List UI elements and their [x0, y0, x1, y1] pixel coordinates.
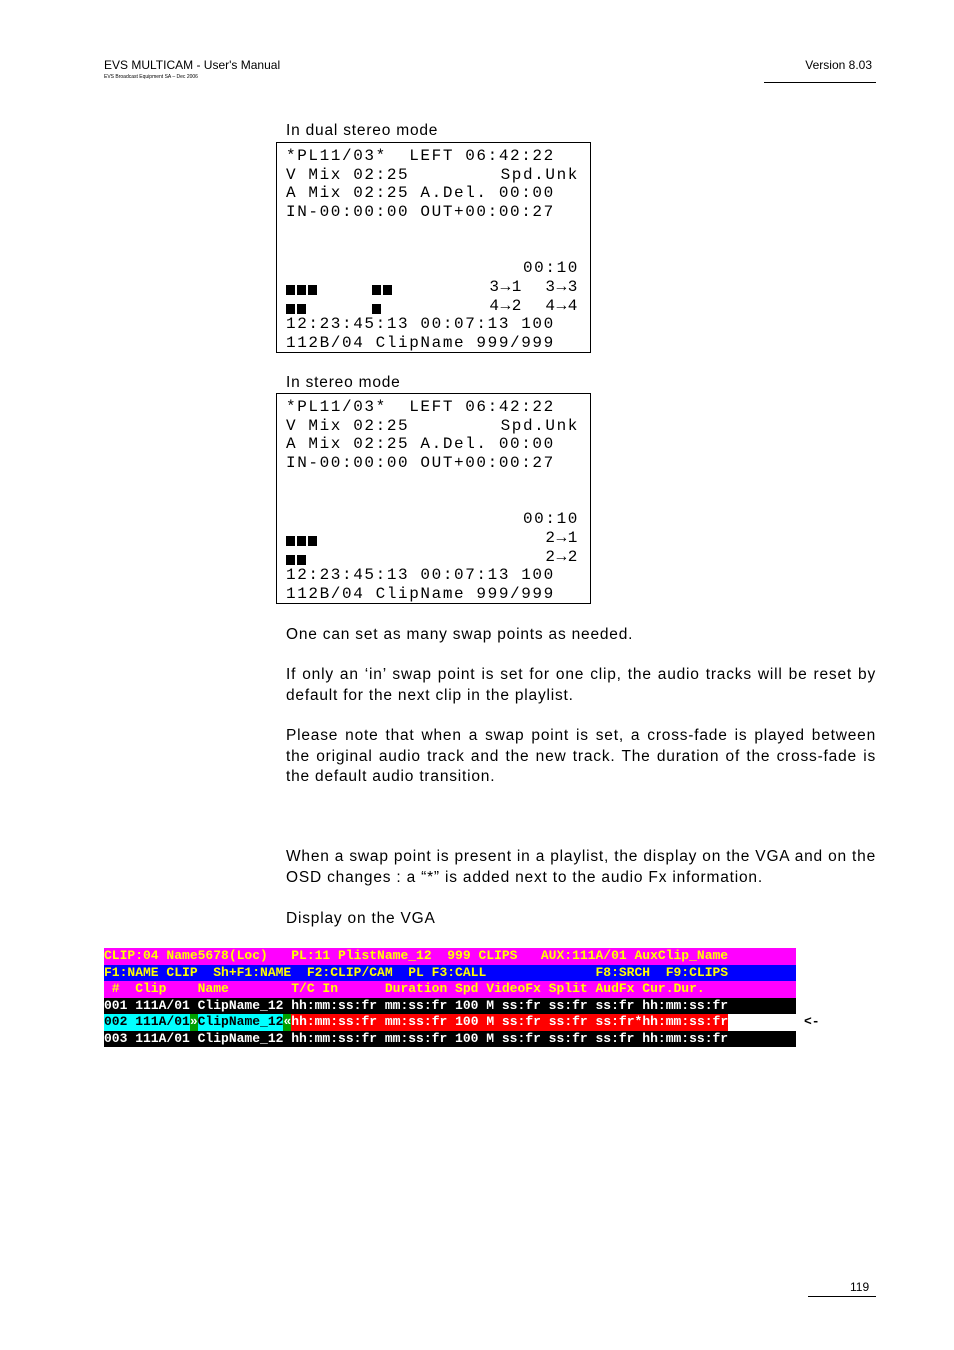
osd-line	[286, 147, 579, 166]
version-label: Version 8.03	[805, 58, 872, 72]
level-block	[297, 285, 306, 295]
osd-line-right-text: 3→1 3→3	[489, 277, 579, 296]
audio-level-bars	[286, 533, 319, 544]
osd-line	[286, 454, 579, 473]
osd-line-right-text: 2→2	[545, 547, 579, 566]
osd-dual-stereo-box	[276, 142, 591, 353]
osd-line	[286, 315, 579, 334]
level-block	[286, 536, 295, 546]
level-block	[372, 285, 381, 295]
vga-segment: 002 111A/01	[104, 1014, 190, 1029]
osd-line	[286, 435, 579, 454]
osd-line	[286, 297, 579, 316]
current-row-indicator: <-	[804, 1014, 820, 1029]
osd-line	[286, 278, 579, 297]
osd-line-text: V Mix 02:25	[286, 165, 410, 184]
osd-line	[286, 548, 579, 567]
osd-line-text: 12:23:45:13 00:07:13 100	[286, 315, 555, 334]
vga-segment: 001 111A/01 ClipName_12 hh:mm:ss:fr mm:ss:fr 100 M ss:fr ss:fr ss:fr hh:mm:ss:fr	[104, 998, 796, 1015]
osd-line	[286, 222, 579, 241]
osd-line-right-text: Spd.Unk	[500, 416, 579, 435]
level-block	[308, 285, 317, 295]
vga-segment: F1:NAME CLIP Sh+F1:NAME F2:CLIP/CAM PL F3:CALL F8:SRCH F9:CLIPS	[104, 965, 796, 982]
osd-line	[286, 510, 579, 529]
osd-line-right-text: Spd.Unk	[500, 165, 579, 184]
audio-level-bars	[372, 301, 383, 312]
osd-line	[286, 529, 579, 548]
header-rule	[764, 82, 876, 83]
osd-line-right-text: 00:10	[522, 259, 579, 278]
audio-level-bars	[372, 282, 394, 293]
vga-playlist-row-current	[104, 1014, 796, 1031]
level-block	[286, 304, 295, 314]
paragraph-swap-points: One can set as many swap points as needed.	[286, 626, 634, 643]
page-number: 119	[850, 1280, 870, 1294]
page-header-left	[104, 58, 280, 80]
osd-line-right-text: 4→2 4→4	[489, 296, 579, 315]
vga-segment: ClipName_12	[197, 1014, 284, 1029]
osd-line-text: V Mix 02:25	[286, 416, 410, 435]
vga-playlist-row	[104, 998, 796, 1015]
osd-line	[286, 259, 579, 278]
vga-column-headers	[104, 981, 796, 998]
vga-segment: CLIP:04 Name5678(Loc) PL:11 PlistName_12 999 CLIPS AUX:111A/01 AuxClip_Name	[104, 948, 796, 965]
audio-level-bars	[286, 552, 308, 563]
osd-line-text: IN-00:00:00 OUT+00:00:27	[286, 454, 555, 473]
level-block	[297, 555, 306, 565]
osd-line	[286, 398, 579, 417]
vga-segment: 003 111A/01 ClipName_12 hh:mm:ss:fr mm:ss:fr 100 M ss:fr ss:fr ss:fr hh:mm:ss:fr	[104, 1031, 796, 1048]
osd-line	[286, 241, 579, 260]
osd-line-text: 12:23:45:13 00:07:13 100	[286, 566, 555, 585]
osd-line	[286, 473, 579, 492]
osd-line-text: A Mix 02:25 A.Del. 00:00	[286, 435, 555, 454]
level-block	[372, 304, 381, 314]
osd-line-text: A Mix 02:25 A.Del. 00:00	[286, 184, 555, 203]
osd-line	[286, 166, 579, 185]
level-block	[308, 536, 317, 546]
footer-rule	[808, 1296, 876, 1297]
paragraph-in-swap-point: If only an ‘in’ swap point is set for one clip, the audio tracks will be reset by default for the next clip in the playlist.	[286, 666, 876, 704]
manual-subtitle: EVS Broadcast Equipment SA – Dec 2006	[104, 74, 198, 80]
osd-line	[286, 417, 579, 436]
stereo-label: In stereo mode	[286, 374, 401, 391]
paragraph-display-change: When a swap point is present in a playlist, the display on the VGA and on the OSD changes : a “*” is added next to the audio Fx information.	[286, 848, 876, 886]
vga-segment: »	[189, 1014, 198, 1029]
osd-line-text: 112B/04 ClipName 999/999	[286, 334, 555, 352]
paragraph-vga-label: Display on the VGA	[286, 910, 436, 927]
osd-line-text: IN-00:00:00 OUT+00:00:27	[286, 203, 555, 222]
osd-line	[286, 184, 579, 203]
level-block	[286, 555, 295, 565]
osd-stereo-box	[276, 393, 591, 604]
vga-segment: «	[283, 1014, 292, 1029]
osd-line	[286, 203, 579, 222]
dual-stereo-label: In dual stereo mode	[286, 122, 439, 139]
osd-line	[286, 566, 579, 585]
vga-playlist-display	[104, 948, 796, 1047]
osd-line-right-text: 00:10	[522, 510, 579, 529]
vga-playlist-row	[104, 1031, 796, 1048]
level-block	[286, 285, 295, 295]
audio-level-bars	[286, 282, 319, 293]
paragraph-cross-fade: Please note that when a swap point is set, a cross-fade is played between the original audio track and the new track. The duration of the cross-fade is the default audio transition.	[286, 727, 876, 785]
osd-line	[286, 585, 579, 604]
vga-title-bar	[104, 948, 796, 965]
osd-line-text: *PL11/03* LEFT 06:42:22	[286, 398, 555, 416]
osd-line-text: *PL11/03* LEFT 06:42:22	[286, 147, 555, 165]
manual-title: EVS MULTICAM - User's Manual	[104, 58, 281, 72]
osd-line	[286, 492, 579, 511]
audio-level-bars	[286, 301, 308, 312]
osd-line-right-text: 2→1	[545, 528, 579, 547]
osd-line	[286, 334, 579, 353]
vga-function-keys	[104, 965, 796, 982]
vga-segment: hh:mm:ss:fr mm:ss:fr 100 M ss:fr ss:fr ss:fr*hh:mm:ss:fr	[291, 1014, 729, 1029]
level-block	[297, 536, 306, 546]
vga-segment: # Clip Name T/C In Duration Spd VideoFx Split AudFx Cur.Dur.	[104, 981, 796, 998]
level-block	[297, 304, 306, 314]
osd-line-text: 112B/04 ClipName 999/999	[286, 585, 555, 603]
level-block	[383, 285, 392, 295]
